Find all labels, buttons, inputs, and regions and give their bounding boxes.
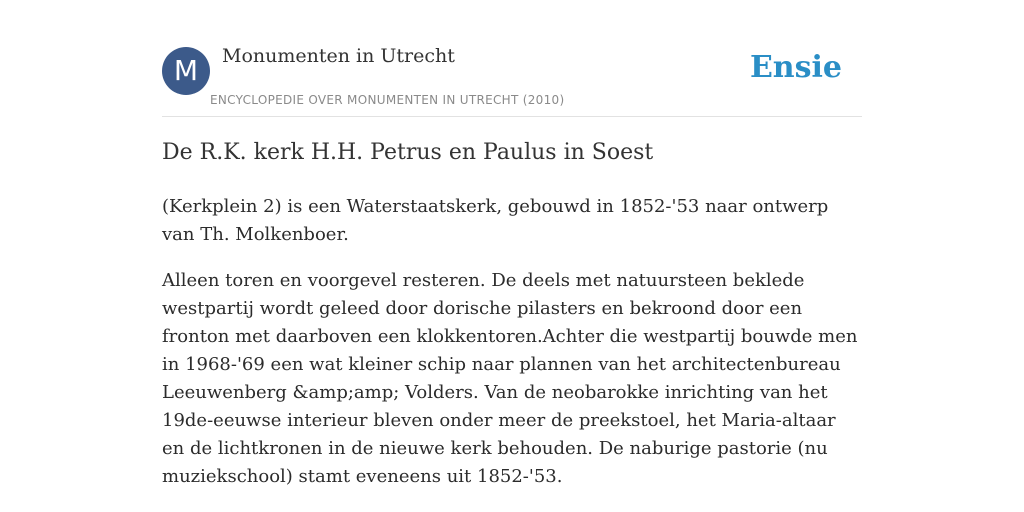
page-container <box>162 0 862 487</box>
source-header <box>162 0 862 117</box>
article-title: De R.K. kerk H.H. Petrus en Paulus in Soest <box>162 140 654 165</box>
article-paragraph: Alleen toren en voorgevel resteren. De deels met natuursteen beklede westpartij wordt geleed door dorische pilasters en bekroond door een fronton met daarboven een klokkentoren.Achter die westpartij bouwde men in 1968-'69 een wat kleiner schip naar plannen van het architectenbureau Leeuwenberg &amp;amp; Volders. Van de neobarokke inrichting van het 19de-eeuwse interieur bleven onder meer de preekstoel, het Maria-altaar en de lichtkronen in de nieuwe kerk behouden. De naburige pastorie (nu muziekschool) stamt eveneens uit 1852-'53. <box>162 270 858 487</box>
avatar[interactable]: M <box>162 47 210 95</box>
brand-logo[interactable]: Ensie <box>749 50 842 85</box>
article-paragraph: (Kerkplein 2) is een Waterstaatskerk, gebouwd in 1852-'53 naar ontwerp van Th. Molkenboer. <box>162 196 829 245</box>
source-title[interactable]: Monumenten in Utrecht <box>222 45 455 67</box>
source-subtitle: ENCYCLOPEDIE OVER MONUMENTEN IN UTRECHT (2010) <box>210 93 565 107</box>
